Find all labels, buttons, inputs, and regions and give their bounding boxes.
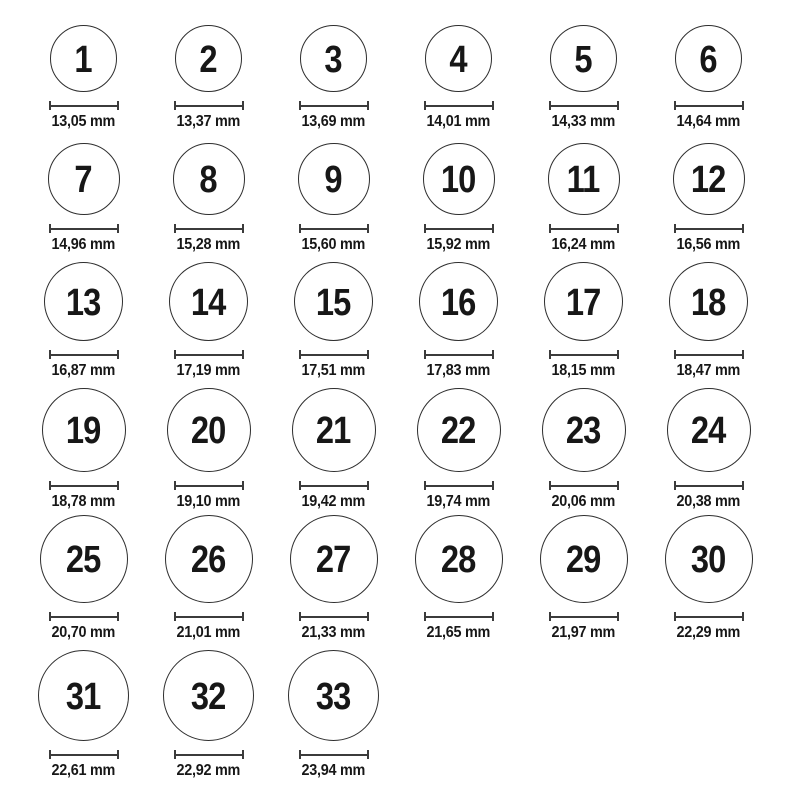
diameter-measure-line xyxy=(299,350,369,359)
ring-size-number: 9 xyxy=(324,159,343,202)
ring-circle xyxy=(675,25,742,92)
ring-circle xyxy=(298,143,370,215)
ring-circle xyxy=(417,388,501,472)
ring-size-item xyxy=(146,388,271,511)
ring-size-number: 30 xyxy=(691,539,726,582)
ring-size-number: 26 xyxy=(191,539,226,582)
ring-size-item xyxy=(146,143,271,254)
diameter-label: 15,28 mm xyxy=(176,236,241,254)
ring-circle xyxy=(548,143,620,215)
ring-size-number: 24 xyxy=(691,410,726,453)
diameter-measure-line xyxy=(424,101,494,110)
ring-circle xyxy=(42,388,126,472)
diameter-label: 20,38 mm xyxy=(676,493,741,511)
ring-circle xyxy=(665,515,753,603)
diameter-label: 22,29 mm xyxy=(676,624,741,642)
diameter-label: 21,65 mm xyxy=(426,624,491,642)
ring-size-item xyxy=(21,388,146,511)
ring-size-number: 29 xyxy=(566,539,601,582)
diameter-measure-line xyxy=(174,481,244,490)
ring-size-number: 14 xyxy=(191,281,226,324)
ring-circle xyxy=(300,25,367,92)
diameter-measure-line xyxy=(49,101,119,110)
ring-circle xyxy=(292,388,376,472)
diameter-measure-line xyxy=(49,481,119,490)
diameter-measure-line xyxy=(549,350,619,359)
diameter-measure-line xyxy=(49,350,119,359)
ring-size-item xyxy=(271,650,396,780)
ring-size-number: 7 xyxy=(74,159,93,202)
diameter-label: 14,64 mm xyxy=(676,113,741,131)
diameter-measure-line xyxy=(549,481,619,490)
ring-size-item xyxy=(521,515,646,642)
diameter-label: 17,19 mm xyxy=(176,362,241,380)
diameter-measure-line xyxy=(299,224,369,233)
ring-size-number: 32 xyxy=(191,675,226,718)
ring-size-item xyxy=(646,388,771,511)
diameter-measure-line xyxy=(49,750,119,759)
ring-size-item xyxy=(21,650,146,780)
ring-size-number: 19 xyxy=(66,410,101,453)
diameter-measure-line xyxy=(424,612,494,621)
ring-size-number: 5 xyxy=(574,38,593,81)
diameter-label: 18,78 mm xyxy=(51,493,116,511)
ring-size-item xyxy=(21,515,146,642)
ring-size-number: 17 xyxy=(566,281,601,324)
ring-size-item xyxy=(146,515,271,642)
ring-size-item xyxy=(21,25,146,131)
ring-circle xyxy=(38,650,129,741)
diameter-label: 23,94 mm xyxy=(301,762,366,780)
diameter-label: 14,33 mm xyxy=(551,113,616,131)
ring-size-item xyxy=(646,143,771,254)
ring-size-item xyxy=(396,388,521,511)
ring-circle xyxy=(669,262,748,341)
diameter-label: 16,24 mm xyxy=(551,236,616,254)
ring-size-item xyxy=(396,25,521,131)
ring-size-item xyxy=(146,25,271,131)
diameter-label: 21,01 mm xyxy=(176,624,241,642)
ring-size-item xyxy=(146,650,271,780)
diameter-label: 15,60 mm xyxy=(301,236,366,254)
diameter-label: 21,97 mm xyxy=(551,624,616,642)
ring-size-number: 27 xyxy=(316,539,351,582)
ring-circle xyxy=(288,650,379,741)
ring-size-number: 13 xyxy=(66,281,101,324)
ring-size-number: 21 xyxy=(316,410,351,453)
diameter-measure-line xyxy=(674,350,744,359)
ring-size-item xyxy=(396,143,521,254)
diameter-measure-line xyxy=(174,224,244,233)
ring-size-item xyxy=(521,388,646,511)
diameter-measure-line xyxy=(49,612,119,621)
ring-circle xyxy=(425,25,492,92)
diameter-measure-line xyxy=(549,224,619,233)
diameter-label: 13,37 mm xyxy=(176,113,241,131)
ring-circle xyxy=(294,262,373,341)
ring-size-number: 1 xyxy=(74,38,93,81)
ring-size-number: 16 xyxy=(441,281,476,324)
ring-size-item xyxy=(646,25,771,131)
ring-circle xyxy=(667,388,751,472)
ring-circle xyxy=(50,25,117,92)
diameter-label: 17,51 mm xyxy=(301,362,366,380)
ring-size-number: 20 xyxy=(191,410,226,453)
ring-circle xyxy=(173,143,245,215)
diameter-label: 20,06 mm xyxy=(551,493,616,511)
ring-circle xyxy=(163,650,254,741)
ring-size-row xyxy=(21,650,800,780)
ring-circle xyxy=(415,515,503,603)
ring-circle xyxy=(540,515,628,603)
ring-size-item xyxy=(521,262,646,380)
ring-size-row xyxy=(21,515,800,642)
ring-circle xyxy=(550,25,617,92)
diameter-label: 18,15 mm xyxy=(551,362,616,380)
ring-size-number: 18 xyxy=(691,281,726,324)
diameter-label: 20,70 mm xyxy=(51,624,116,642)
ring-circle xyxy=(544,262,623,341)
diameter-label: 18,47 mm xyxy=(676,362,741,380)
ring-size-item xyxy=(21,262,146,380)
ring-circle xyxy=(169,262,248,341)
ring-size-item xyxy=(521,25,646,131)
ring-size-row xyxy=(21,262,800,380)
diameter-label: 14,01 mm xyxy=(426,113,491,131)
ring-size-item xyxy=(521,143,646,254)
diameter-measure-line xyxy=(424,350,494,359)
ring-size-item xyxy=(271,25,396,131)
ring-size-number: 10 xyxy=(441,159,476,202)
ring-size-item xyxy=(271,515,396,642)
diameter-label: 16,56 mm xyxy=(676,236,741,254)
diameter-measure-line xyxy=(674,612,744,621)
ring-size-item xyxy=(146,262,271,380)
ring-size-item xyxy=(271,262,396,380)
ring-circle xyxy=(175,25,242,92)
diameter-label: 13,69 mm xyxy=(301,113,366,131)
ring-size-number: 4 xyxy=(449,38,468,81)
ring-size-number: 31 xyxy=(66,675,101,718)
ring-size-number: 25 xyxy=(66,539,101,582)
diameter-measure-line xyxy=(49,224,119,233)
ring-circle xyxy=(48,143,120,215)
diameter-label: 19,42 mm xyxy=(301,493,366,511)
ring-size-number: 23 xyxy=(566,410,601,453)
ring-circle xyxy=(165,515,253,603)
diameter-measure-line xyxy=(674,481,744,490)
diameter-measure-line xyxy=(299,101,369,110)
diameter-measure-line xyxy=(674,101,744,110)
diameter-measure-line xyxy=(549,101,619,110)
ring-circle xyxy=(673,143,745,215)
ring-size-number: 11 xyxy=(567,159,600,202)
ring-circle xyxy=(167,388,251,472)
ring-circle xyxy=(290,515,378,603)
ring-size-number: 28 xyxy=(441,539,476,582)
ring-size-item xyxy=(396,262,521,380)
ring-size-number: 15 xyxy=(316,281,351,324)
ring-size-number: 33 xyxy=(316,675,351,718)
ring-size-item xyxy=(21,143,146,254)
diameter-measure-line xyxy=(174,612,244,621)
ring-size-row xyxy=(21,388,800,511)
diameter-label: 13,05 mm xyxy=(51,113,116,131)
diameter-measure-line xyxy=(174,750,244,759)
ring-circle xyxy=(419,262,498,341)
diameter-label: 21,33 mm xyxy=(301,624,366,642)
diameter-measure-line xyxy=(299,481,369,490)
ring-size-number: 12 xyxy=(691,159,726,202)
ring-circle xyxy=(44,262,123,341)
diameter-label: 14,96 mm xyxy=(51,236,116,254)
diameter-label: 22,61 mm xyxy=(51,762,116,780)
diameter-label: 16,87 mm xyxy=(51,362,116,380)
ring-size-item xyxy=(271,388,396,511)
ring-circle xyxy=(423,143,495,215)
ring-size-row xyxy=(21,25,800,131)
diameter-measure-line xyxy=(299,612,369,621)
diameter-label: 19,10 mm xyxy=(176,493,241,511)
diameter-label: 17,83 mm xyxy=(426,362,491,380)
ring-size-item xyxy=(646,262,771,380)
ring-size-item xyxy=(271,143,396,254)
ring-size-number: 6 xyxy=(699,38,718,81)
ring-size-number: 22 xyxy=(441,410,476,453)
diameter-measure-line xyxy=(674,224,744,233)
diameter-measure-line xyxy=(424,224,494,233)
ring-size-number: 2 xyxy=(199,38,218,81)
diameter-label: 15,92 mm xyxy=(426,236,491,254)
diameter-measure-line xyxy=(299,750,369,759)
diameter-measure-line xyxy=(549,612,619,621)
diameter-label: 22,92 mm xyxy=(176,762,241,780)
diameter-measure-line xyxy=(174,101,244,110)
ring-circle xyxy=(542,388,626,472)
diameter-label: 19,74 mm xyxy=(426,493,491,511)
diameter-measure-line xyxy=(174,350,244,359)
ring-size-row xyxy=(21,143,800,254)
ring-circle xyxy=(40,515,128,603)
ring-size-item xyxy=(396,515,521,642)
diameter-measure-line xyxy=(424,481,494,490)
ring-size-number: 3 xyxy=(324,38,343,81)
ring-size-item xyxy=(646,515,771,642)
ring-size-number: 8 xyxy=(199,159,218,202)
